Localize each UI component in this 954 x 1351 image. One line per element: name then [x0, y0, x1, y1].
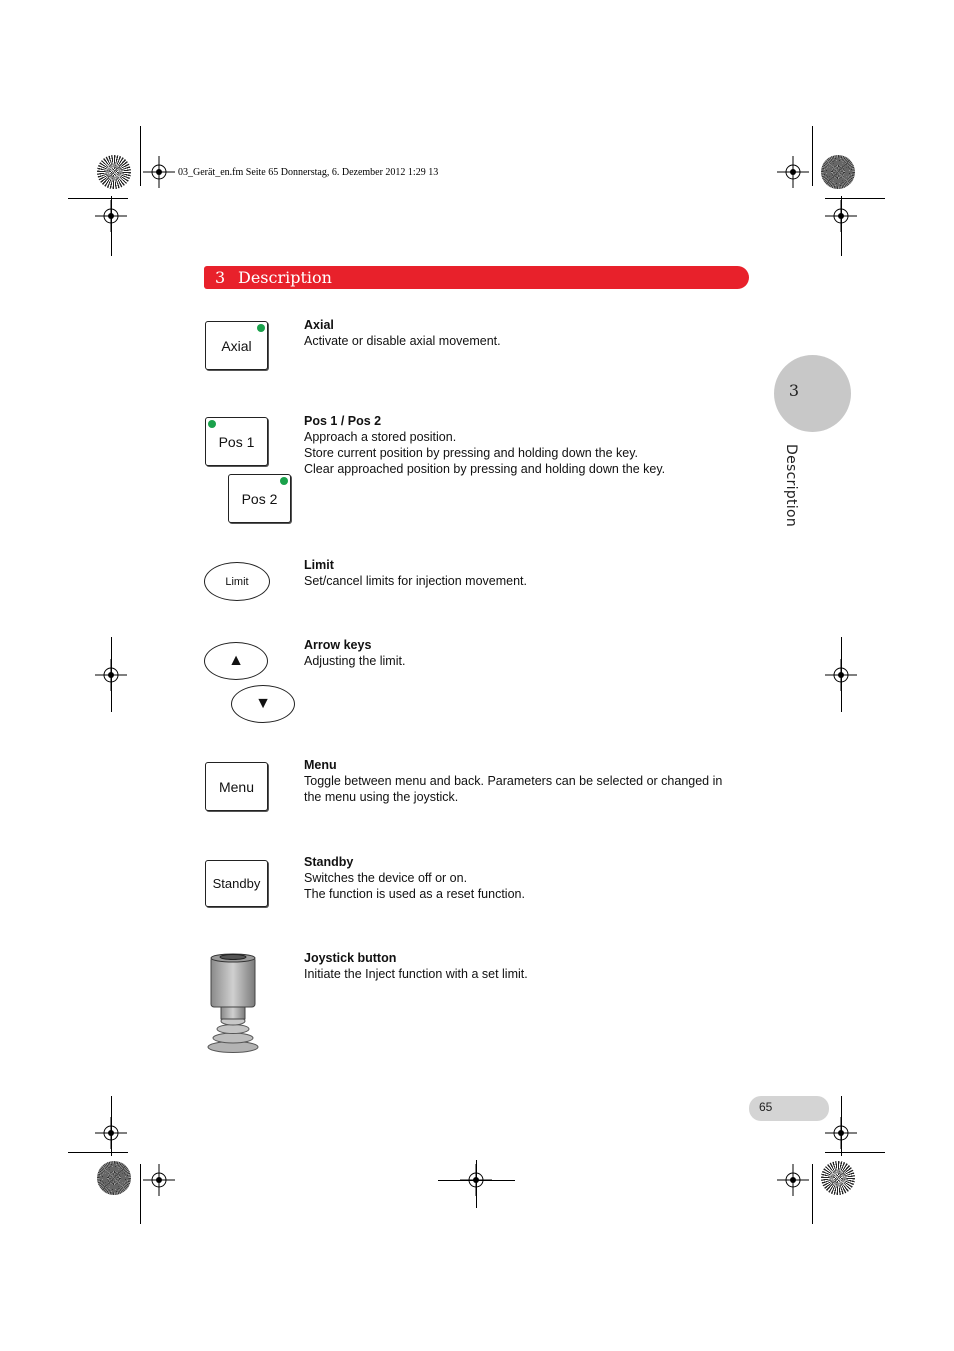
- menu-key: [205, 762, 268, 811]
- page-number: 65: [759, 1100, 773, 1114]
- registration-mark: [143, 1164, 175, 1196]
- entry-text: The function is used as a reset function.: [304, 887, 525, 901]
- limit-key-label: Limit: [225, 575, 249, 588]
- entry-text: Activate or disable axial movement.: [304, 334, 501, 348]
- registration-mark: [460, 1164, 492, 1196]
- entry-title: Standby: [304, 855, 354, 869]
- standby-entry: [304, 854, 749, 902]
- entry-text: Approach a stored position.: [304, 430, 457, 444]
- registration-mark: [777, 156, 809, 188]
- arrow-down-key: [231, 685, 295, 723]
- chapter-label: Description: [783, 444, 799, 528]
- pos1-key-label: Pos 1: [218, 433, 255, 450]
- entry-text: Clear approached position by pressing and holding down the key.: [304, 462, 666, 476]
- entry-text: Store current position by pressing and holding down the key.: [304, 446, 638, 460]
- standby-key: [205, 860, 268, 907]
- pos1-key: [205, 417, 268, 466]
- entry-text: Toggle between menu and back. Parameters can be selected or changed in: [304, 774, 723, 788]
- arrow-up-icon: ▲: [228, 652, 244, 669]
- entry-title: Limit: [304, 558, 334, 572]
- registration-mark: [825, 659, 857, 691]
- crop-mark: [68, 198, 128, 199]
- crop-mark: [68, 1152, 128, 1153]
- crop-mark: [140, 126, 141, 186]
- entry-text: Set/cancel limits for injection movement.: [304, 574, 528, 588]
- registration-mark: [143, 156, 175, 188]
- section-title: Description: [238, 268, 332, 287]
- crop-mark: [825, 198, 885, 199]
- registration-rosette: [97, 1161, 131, 1195]
- pos2-key-label: Pos 2: [241, 490, 278, 507]
- entry-title: Pos 1 / Pos 2: [304, 414, 382, 428]
- arrow-down-icon: ▼: [255, 695, 271, 712]
- chapter-number: 3: [788, 381, 800, 400]
- entry-text: Switches the device off or on.: [304, 871, 468, 885]
- led-icon: [280, 477, 288, 485]
- limit-entry: [304, 557, 749, 589]
- registration-mark: [95, 200, 127, 232]
- page-number-tab: [749, 1096, 829, 1121]
- registration-mark: [95, 659, 127, 691]
- axial-entry: [304, 317, 749, 349]
- led-icon: [208, 420, 216, 428]
- axial-key-label: Axial: [221, 337, 252, 354]
- file-info: 03_Gerät_en.fm Seite 65 Donnerstag, 6. Dezember 2012 1:29 13: [178, 167, 439, 178]
- crop-mark: [812, 126, 813, 186]
- registration-mark: [825, 200, 857, 232]
- registration-mark: [95, 1117, 127, 1149]
- entry-title: Menu: [304, 758, 337, 772]
- pos2-key: [228, 474, 291, 523]
- joystick-entry: [304, 950, 749, 982]
- chapter-tab: [774, 355, 851, 432]
- joystick-icon: [204, 951, 262, 1055]
- registration-rosette: [821, 155, 855, 189]
- crop-mark: [140, 1164, 141, 1224]
- limit-key: [204, 562, 270, 601]
- led-icon: [257, 324, 265, 332]
- entry-text: Adjusting the limit.: [304, 654, 406, 668]
- crop-mark: [825, 1152, 885, 1153]
- arrow-up-key: [204, 642, 268, 680]
- menu-entry: [304, 757, 749, 805]
- menu-key-label: Menu: [218, 778, 255, 795]
- section-header: [204, 266, 749, 289]
- section-number: 3: [215, 268, 226, 287]
- entry-title: Arrow keys: [304, 638, 372, 652]
- registration-mark: [777, 1164, 809, 1196]
- registration-rosette: [97, 155, 131, 189]
- axial-key: [205, 321, 268, 370]
- crop-mark: [812, 1164, 813, 1224]
- entry-text: the menu using the joystick.: [304, 790, 459, 804]
- standby-key-label: Standby: [212, 876, 261, 891]
- arrow-entry: [304, 637, 749, 669]
- registration-mark: [825, 1117, 857, 1149]
- registration-rosette: [821, 1161, 855, 1195]
- entry-title: Joystick button: [304, 951, 397, 965]
- entry-title: Axial: [304, 318, 334, 332]
- pos-entry: [304, 413, 749, 477]
- entry-text: Initiate the Inject function with a set limit.: [304, 967, 528, 981]
